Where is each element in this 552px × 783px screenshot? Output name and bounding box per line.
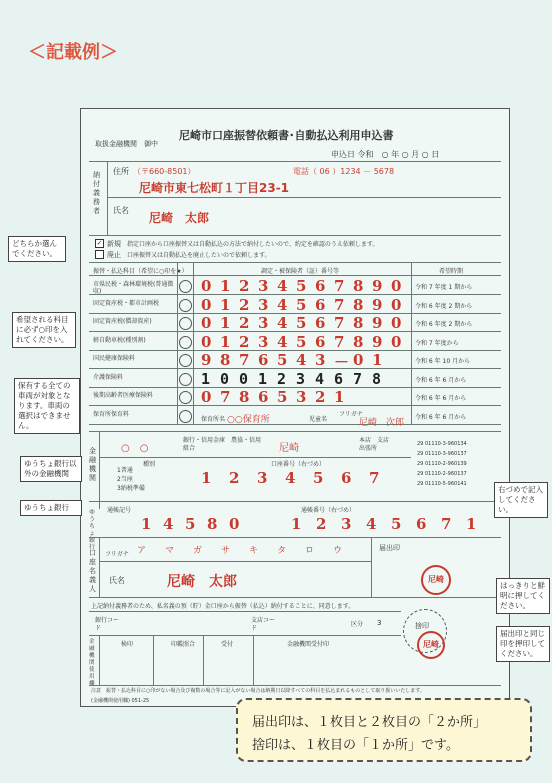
callout-seal-clear: はっきりと鮮明に押してください。 bbox=[496, 578, 550, 614]
tax-period: 令和 6 年度 2 期から bbox=[415, 302, 473, 310]
address-label: 住所 bbox=[113, 167, 129, 176]
tax-select-circle[interactable] bbox=[179, 280, 192, 293]
tax-label: 保育所保育料 bbox=[93, 410, 130, 418]
tax-label: 固定資産税(償却資産) bbox=[93, 318, 152, 325]
stamp-col-divider bbox=[253, 635, 254, 685]
tax-label: 国民健康保険料 bbox=[93, 355, 136, 362]
bank-name-value: ○ ○ bbox=[121, 443, 149, 454]
bank-use-label: 金融機関使用欄 bbox=[89, 639, 95, 687]
number-header: 調定・被保険者（証）番号等 bbox=[261, 268, 340, 275]
agree-text: 上記納付義務者のため、私名義の預（貯）金口座から振替（払込）納付することに、同意します。 bbox=[91, 603, 355, 610]
yucho-code-label: 通帳記号 bbox=[107, 507, 132, 514]
account-type-option[interactable]: 2当座 bbox=[117, 476, 133, 483]
tax-label: 後期高齢者医療保険料 bbox=[93, 392, 154, 399]
disc-seal-label: 捨印 bbox=[415, 622, 429, 630]
yucho-number-digit: 2 bbox=[316, 515, 327, 533]
yucho-code-digit: 4 bbox=[163, 515, 174, 533]
tax-number-digit: 6 bbox=[315, 277, 326, 295]
account-type-label: 種別 bbox=[143, 461, 156, 468]
tax-number-digit: 6 bbox=[258, 351, 269, 369]
yucho-number-digit: 6 bbox=[416, 515, 427, 533]
tax-number-digit: 9 bbox=[372, 332, 383, 351]
callout-choose: どちらか選んでください。 bbox=[8, 236, 66, 262]
tax-number-digit: 6 bbox=[334, 369, 344, 388]
apply-date: 申込日 令和 ○ 年 ○ 月 ○ 日 bbox=[331, 150, 440, 159]
account-digit: 1 bbox=[201, 469, 212, 487]
tax-number-digit: 2 bbox=[315, 388, 326, 406]
row-divider bbox=[89, 387, 501, 388]
tax-number-digit: 9 bbox=[201, 351, 212, 369]
branch-code-label: 支店コード bbox=[251, 617, 276, 632]
nursery-value: ○○保育所 bbox=[227, 415, 270, 425]
tax-number-digit: 8 bbox=[372, 369, 382, 388]
account-digit: 7 bbox=[369, 469, 380, 487]
callout-seal-same: 届出印と同じ印を押印してください。 bbox=[496, 626, 550, 662]
footer-note: 注意 振替・払込科目に○印がない場合及び複数の場合等に記入がない場合は納期日以降すべての科目を払込まれるものとして取り扱いいたします。 bbox=[91, 688, 425, 694]
yucho-number-digit: 5 bbox=[391, 515, 402, 533]
tax-number-digit: 3 bbox=[258, 314, 269, 332]
yucho-label: ゆうちょ銀行 bbox=[89, 509, 96, 551]
tax-number-digit: 8 bbox=[353, 314, 364, 332]
nursery-label: 保育所名 bbox=[201, 416, 226, 423]
new-label: 新規 bbox=[107, 240, 121, 248]
tax-number-digit: 0 bbox=[391, 295, 402, 314]
tax-number-digit: 3 bbox=[258, 277, 269, 295]
tax-number-digit: 8 bbox=[220, 351, 231, 369]
form-title: 尼崎市口座振替依頼書･自動払込利用申込書 bbox=[179, 129, 394, 142]
tax-number-digit: 5 bbox=[296, 295, 307, 314]
tax-number-digit: 0 bbox=[353, 351, 364, 369]
tax-number-digit: 0 bbox=[201, 388, 212, 406]
tax-number-digit: 3 bbox=[258, 332, 269, 351]
child-label: 児童名 bbox=[309, 416, 328, 423]
cancel-label: 廃止 bbox=[107, 251, 121, 259]
tax-period: 令和 6 年 6 月から bbox=[415, 413, 467, 421]
yucho-number-label: 通帳番号（右づめ） bbox=[301, 507, 356, 514]
cancel-checkbox[interactable] bbox=[95, 250, 104, 259]
tax-number-digit: 7 bbox=[334, 314, 345, 332]
tax-number-digit: 6 bbox=[315, 332, 326, 351]
account-number-label: 口座番号（右づめ） bbox=[271, 461, 326, 468]
tax-number-digit: 1 bbox=[220, 295, 231, 314]
stamp-col-label: 印鑑照合 bbox=[171, 641, 196, 648]
holder-kana-label: フリガナ bbox=[105, 551, 129, 558]
tax-number-digit: 0 bbox=[201, 295, 212, 314]
holder-kana-char: サ bbox=[221, 546, 231, 556]
cancel-text: 口座振替又は自動払込を廃止したいので依頼します。 bbox=[127, 252, 271, 259]
tax-select-circle[interactable] bbox=[179, 354, 192, 367]
row-divider bbox=[89, 350, 501, 351]
yucho-code-digit: 1 bbox=[141, 515, 152, 533]
tax-number-digit: 0 bbox=[391, 314, 402, 332]
tax-number-digit: 7 bbox=[334, 295, 345, 314]
tax-label: 市県民税・森林環境税(普通徴収) bbox=[93, 281, 174, 295]
page-title: ＜記載例＞ bbox=[28, 42, 118, 63]
yucho-number-digit: 1 bbox=[291, 515, 302, 533]
new-checkbox[interactable]: ✓ bbox=[96, 239, 103, 247]
tax-number-digit: 2 bbox=[239, 277, 250, 295]
tax-number-digit: 3 bbox=[258, 295, 269, 314]
tax-number-digit: 8 bbox=[353, 277, 364, 295]
holder-label: 口座名義人 bbox=[89, 549, 96, 593]
tax-number-digit: 8 bbox=[353, 332, 364, 351]
tax-period: 令和 6 年 10 月から bbox=[415, 358, 471, 365]
tax-number-digit: 0 bbox=[391, 332, 402, 351]
division-label: 区分 bbox=[351, 621, 364, 628]
tax-period: 令和 6 年 6 月から bbox=[415, 376, 467, 384]
disc-seal: 尼崎 bbox=[417, 631, 445, 659]
tax-number-digit: 4 bbox=[277, 277, 288, 295]
tax-number-digit: 6 bbox=[315, 314, 326, 332]
tax-number-digit: 3 bbox=[296, 369, 306, 388]
tax-number-digit: 7 bbox=[239, 351, 250, 369]
tax-number-digit: 6 bbox=[315, 295, 326, 314]
branch-types: 本店 支店 出張所 bbox=[359, 437, 396, 452]
stamp-col-divider bbox=[153, 635, 154, 685]
tax-number-digit: 7 bbox=[334, 332, 345, 351]
tax-number-digit: 0 bbox=[239, 369, 249, 388]
tax-number-digit: 9 bbox=[372, 277, 383, 295]
obligor-label: 納付義務者 bbox=[93, 171, 100, 215]
callout-right-align: 右づめで記入してください。 bbox=[494, 482, 548, 518]
callout-yucho: ゆうちょ銀行 bbox=[20, 500, 82, 516]
holder-kana-char: ガ bbox=[193, 546, 203, 556]
row-divider bbox=[89, 424, 501, 425]
row-divider bbox=[89, 405, 501, 406]
row-divider bbox=[89, 331, 501, 332]
tax-number-digit: 0 bbox=[201, 314, 212, 332]
tax-number-digit: 1 bbox=[220, 332, 231, 351]
side-code: 29 01110-2-960137 bbox=[417, 471, 467, 477]
tax-number-digit: 2 bbox=[239, 295, 250, 314]
yucho-code-digit: 5 bbox=[185, 515, 196, 533]
tax-number-digit: 0 bbox=[220, 369, 230, 388]
tax-number-digit: 3 bbox=[315, 351, 326, 369]
account-digit: 3 bbox=[257, 469, 268, 487]
yucho-code-digit: 0 bbox=[229, 515, 240, 533]
account-type-option[interactable]: 3納税準備 bbox=[117, 485, 145, 492]
note-box bbox=[236, 698, 532, 762]
bank-section-label: 金融機関 bbox=[89, 447, 96, 482]
holder-name-value: 尼崎 太郎 bbox=[167, 574, 237, 590]
tax-number-digit: 3 bbox=[296, 388, 307, 406]
stamp-col-label: 受付 bbox=[221, 641, 234, 648]
callout-yucho-other: ゆうちょ銀行以外の金融機関 bbox=[20, 456, 82, 482]
tax-number-digit: 4 bbox=[277, 314, 288, 332]
tax-number-digit: 7 bbox=[220, 388, 231, 406]
registered-seal: 尼崎 bbox=[421, 565, 451, 595]
tax-header: 振替・払込科目（希望に○印を★） bbox=[93, 268, 188, 275]
holder-kana-char: キ bbox=[249, 546, 259, 556]
division-value: 3 bbox=[377, 619, 382, 627]
tax-number-digit: 9 bbox=[372, 314, 383, 332]
tax-select-circle[interactable] bbox=[179, 391, 192, 404]
tax-number-digit: 1 bbox=[258, 369, 268, 388]
tax-label: 軽自動車税(種別割) bbox=[93, 336, 146, 344]
account-digit: 4 bbox=[285, 469, 296, 487]
tax-number-digit: 4 bbox=[296, 351, 307, 369]
holder-kana-char: タ bbox=[277, 546, 287, 556]
branch-value: 尼崎 bbox=[279, 443, 299, 454]
child-value: 尼崎 次郎 bbox=[359, 418, 405, 428]
tax-number-digit: 0 bbox=[391, 277, 402, 295]
tax-number-digit: 2 bbox=[239, 332, 250, 351]
tax-select-circle[interactable] bbox=[179, 410, 192, 423]
yucho-number-digit: 4 bbox=[366, 515, 377, 533]
address-value: 尼崎市東七松町１丁目23-1 bbox=[139, 181, 290, 195]
yucho-code-digit: 8 bbox=[207, 515, 218, 533]
tax-number-digit: 0 bbox=[201, 277, 212, 295]
side-code: 29 01110-5-960141 bbox=[417, 481, 467, 487]
tax-period: 令和 6 年度 2 期から bbox=[415, 321, 473, 328]
tax-number-digit: 1 bbox=[201, 369, 211, 388]
tax-number-digit: 6 bbox=[258, 388, 269, 406]
tax-number-digit: － bbox=[334, 353, 350, 371]
seal-label: 届出印 bbox=[379, 544, 400, 552]
tax-period: 令和 6 年 6 月から bbox=[415, 395, 467, 402]
new-text: 指定口座から口座振替又は自動払込の方法で納付したいので、約定を確認のうえ依頼します。 bbox=[127, 241, 379, 248]
tax-select-circle[interactable] bbox=[179, 373, 192, 386]
bank-types: 銀行・信用金庫 農協・信用組合 bbox=[183, 437, 262, 452]
yucho-number-digit: 1 bbox=[466, 515, 477, 533]
postal-code: （〒660-8501） bbox=[133, 167, 196, 176]
note-line-1: 届出印は、１枚目と２枚目の「２か所」 bbox=[252, 715, 487, 730]
tax-number-digit: 1 bbox=[372, 351, 383, 369]
tax-number-digit: 8 bbox=[239, 388, 250, 406]
name-label: 氏名 bbox=[113, 206, 129, 215]
tax-period: 令和 7 年度 1 期から bbox=[415, 284, 473, 291]
tax-number-digit: 5 bbox=[296, 314, 307, 332]
tax-number-digit: 1 bbox=[220, 277, 231, 295]
tax-number-digit: 1 bbox=[334, 388, 345, 406]
account-digit: 5 bbox=[313, 469, 324, 487]
tax-select-circle[interactable] bbox=[179, 317, 192, 330]
holder-kana-char: ウ bbox=[333, 546, 343, 556]
tax-number-digit: 4 bbox=[277, 332, 288, 351]
tax-period: 令和 7 年度から bbox=[415, 339, 459, 347]
tax-select-circle[interactable] bbox=[179, 336, 192, 349]
tax-label: 介護保険料 bbox=[93, 373, 124, 381]
yucho-number-digit: 3 bbox=[341, 515, 352, 533]
note-line-2: 捨印は、１枚目の「１か所」です。 bbox=[252, 738, 459, 753]
account-type-option[interactable]: 1普通 bbox=[117, 467, 133, 474]
tax-number-digit: 7 bbox=[334, 277, 345, 295]
tax-number-digit: 1 bbox=[220, 314, 231, 332]
account-digit: 2 bbox=[229, 469, 240, 487]
form-number: (金融機関使用欄) 051-25 bbox=[91, 698, 150, 704]
bank-code-label: 銀行コード bbox=[95, 617, 120, 632]
period-header: 希望時期 bbox=[439, 268, 464, 275]
holder-name-label: 氏名 bbox=[109, 576, 125, 585]
callout-vehicles: 保有する全ての車両が対象となります。車両の選択はできません。 bbox=[14, 378, 80, 434]
tax-number-digit: 5 bbox=[296, 332, 307, 351]
account-digit: 6 bbox=[341, 469, 352, 487]
tax-number-digit: 5 bbox=[277, 351, 288, 369]
child-furigana-label: フリガナ bbox=[339, 411, 363, 418]
name-value: 尼崎 太郎 bbox=[149, 211, 210, 225]
row-divider bbox=[89, 313, 501, 314]
application-form bbox=[80, 108, 510, 707]
holder-kana-char: ア bbox=[137, 546, 147, 556]
holder-kana-char: ロ bbox=[305, 546, 315, 556]
callout-subject: 希望される科目に必ず○印を入れてください。 bbox=[12, 312, 76, 348]
row-divider bbox=[89, 368, 501, 369]
tax-select-circle[interactable] bbox=[179, 299, 192, 312]
tax-number-digit: 0 bbox=[201, 332, 212, 351]
bank-receipt-label: 金融機関受付印 bbox=[287, 641, 330, 648]
tax-number-digit: 2 bbox=[239, 314, 250, 332]
tax-number-digit: 2 bbox=[277, 369, 287, 388]
tax-number-digit: 4 bbox=[277, 295, 288, 314]
tax-number-digit: 9 bbox=[372, 295, 383, 314]
tax-number-digit: 4 bbox=[315, 369, 325, 388]
tax-label: 固定資産税・都市計画税 bbox=[93, 299, 160, 307]
holder-kana-char: マ bbox=[165, 546, 175, 556]
stamp-col-divider bbox=[203, 635, 204, 685]
tax-number-digit: 5 bbox=[296, 277, 307, 295]
phone-number: 電話（ 06 ）1234 － 5678 bbox=[293, 167, 395, 176]
yucho-number-digit: 7 bbox=[441, 515, 452, 533]
tax-number-digit: 8 bbox=[353, 295, 364, 314]
stamp-col-label: 検印 bbox=[121, 641, 134, 648]
row-divider bbox=[89, 294, 501, 295]
side-code: 29 01110-3-960137 bbox=[417, 451, 467, 457]
side-code: 29 01110-3-960134 bbox=[417, 441, 467, 447]
side-code: 29 01110-2-960139 bbox=[417, 461, 467, 467]
tax-number-digit: 7 bbox=[353, 369, 363, 388]
bank-to-label: 取扱金融機関 御中 bbox=[95, 140, 158, 148]
tax-number-digit: 5 bbox=[277, 388, 288, 406]
